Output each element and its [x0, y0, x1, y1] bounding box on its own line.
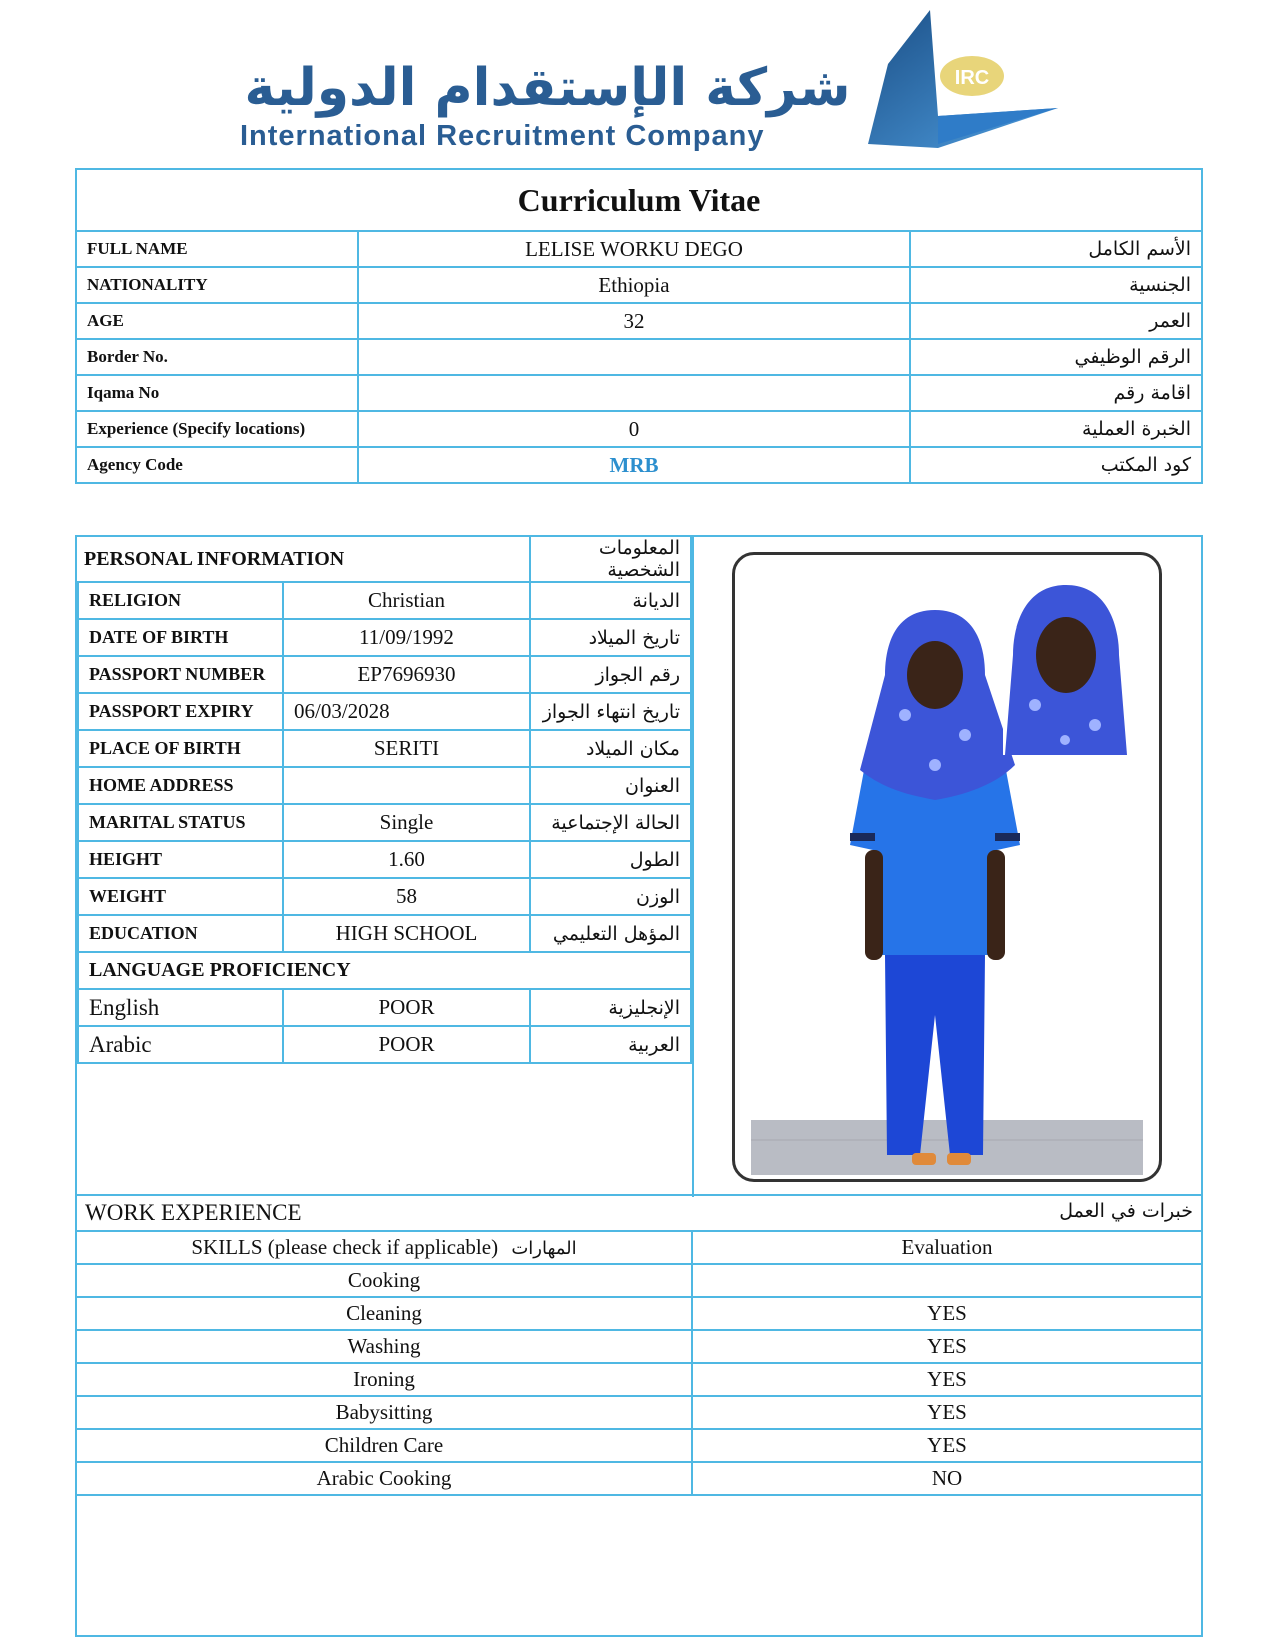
work-experience-row	[76, 1195, 1202, 1231]
skill-evaluation	[692, 1264, 1202, 1297]
candidate-photo-frame	[732, 552, 1162, 1182]
skill-name: Arabic Cooking	[76, 1462, 692, 1495]
table-row	[76, 267, 1202, 303]
table-row	[76, 1363, 1202, 1396]
field-label: Experience (Specify locations)	[76, 411, 358, 447]
work-experience-label-arabic: خبرات في العمل	[1059, 1200, 1193, 1222]
field-label: Agency Code	[76, 447, 358, 483]
skill-evaluation: YES	[692, 1363, 1202, 1396]
language-label-arabic: الإنجليزية	[530, 989, 691, 1026]
field-label-arabic: العمر	[910, 303, 1202, 339]
field-label: MARITAL STATUS	[78, 804, 283, 841]
language-label: English	[78, 989, 283, 1026]
field-label-arabic: مكان الميلاد	[530, 730, 691, 767]
table-row	[78, 1026, 691, 1063]
table-row	[76, 1462, 1202, 1495]
skills-heading-label-arabic: المهارات	[511, 1238, 577, 1259]
candidate-photo	[735, 555, 1159, 1179]
table-row	[76, 1264, 1202, 1297]
field-label-arabic: الأسم الكامل	[910, 231, 1202, 267]
table-row	[76, 303, 1202, 339]
personal-info-table	[77, 537, 692, 1064]
company-name-arabic: شركة الإستقدام الدولية	[244, 58, 851, 118]
field-label: EDUCATION	[78, 915, 283, 952]
field-label-arabic: العنوان	[530, 767, 691, 804]
field-label-arabic: كود المكتب	[910, 447, 1202, 483]
table-row	[76, 447, 1202, 483]
field-label: Iqama No	[76, 375, 358, 411]
field-label-arabic: الديانة	[530, 582, 691, 619]
field-label: HEIGHT	[78, 841, 283, 878]
cv-summary-table	[75, 168, 1203, 484]
agency-code-value: MRB	[358, 447, 910, 483]
company-name-english: International Recruitment Company	[240, 120, 765, 152]
height-value: 1.60	[283, 841, 530, 878]
field-label-arabic: المؤهل التعليمي	[530, 915, 691, 952]
english-level-value: POOR	[283, 989, 530, 1026]
table-row	[76, 231, 1202, 267]
table-row	[78, 804, 691, 841]
field-label-arabic: الجنسية	[910, 267, 1202, 303]
place-of-birth-value: SERITI	[283, 730, 530, 767]
arabic-level-value: POOR	[283, 1026, 530, 1063]
field-label-arabic: تاريخ انتهاء الجواز	[530, 693, 691, 730]
field-label: RELIGION	[78, 582, 283, 619]
table-row	[78, 693, 691, 730]
marital-status-value: Single	[283, 804, 530, 841]
field-label-arabic: الرقم الوظيفي	[910, 339, 1202, 375]
skill-name: Cooking	[76, 1264, 692, 1297]
full-body-figure	[850, 610, 1020, 1165]
table-row	[78, 730, 691, 767]
passport-expiry-value: 06/03/2028	[283, 693, 530, 730]
evaluation-heading: Evaluation	[692, 1231, 1202, 1264]
home-address-value	[283, 767, 530, 804]
language-label-arabic: العربية	[530, 1026, 691, 1063]
skill-evaluation: YES	[692, 1396, 1202, 1429]
personal-info-heading-arabic: المعلومات الشخصية	[530, 537, 691, 582]
table-row	[76, 1429, 1202, 1462]
field-label-arabic: الخبرة العملية	[910, 411, 1202, 447]
table-row	[76, 1297, 1202, 1330]
border-number-value	[358, 339, 910, 375]
skill-name: Washing	[76, 1330, 692, 1363]
table-row	[78, 767, 691, 804]
skills-heading-label: SKILLS (please check if applicable)	[191, 1235, 499, 1259]
field-label: WEIGHT	[78, 878, 283, 915]
work-experience-label: WORK EXPERIENCE	[85, 1200, 302, 1225]
table-row	[78, 915, 691, 952]
experience-value: 0	[358, 411, 910, 447]
table-row	[78, 989, 691, 1026]
irc-emblem-icon	[868, 4, 1098, 154]
company-logo	[240, 0, 1100, 160]
skill-evaluation: YES	[692, 1297, 1202, 1330]
field-label-arabic: تاريخ الميلاد	[530, 619, 691, 656]
skills-heading	[76, 1231, 692, 1264]
field-label-arabic: الوزن	[530, 878, 691, 915]
table-row	[78, 619, 691, 656]
skill-name: Children Care	[76, 1429, 692, 1462]
field-label: NATIONALITY	[76, 267, 358, 303]
work-experience-heading	[76, 1195, 1202, 1231]
skill-evaluation: NO	[692, 1462, 1202, 1495]
skill-name: Cleaning	[76, 1297, 692, 1330]
personal-info-heading: PERSONAL INFORMATION	[78, 537, 530, 582]
skill-name: Babysitting	[76, 1396, 692, 1429]
language-proficiency-heading: LANGUAGE PROFICIENCY	[78, 952, 691, 989]
section-header	[78, 952, 691, 989]
headshot-photo	[1003, 575, 1129, 755]
language-label: Arabic	[78, 1026, 283, 1063]
table-row	[78, 656, 691, 693]
table-row	[78, 582, 691, 619]
age-value: 32	[358, 303, 910, 339]
nationality-value: Ethiopia	[358, 267, 910, 303]
section-header	[78, 537, 691, 582]
table-row	[78, 841, 691, 878]
skill-evaluation: YES	[692, 1330, 1202, 1363]
skill-name: Ironing	[76, 1363, 692, 1396]
skills-table	[75, 1194, 1203, 1496]
iqama-number-value	[358, 375, 910, 411]
field-label: FULL NAME	[76, 231, 358, 267]
page-title: Curriculum Vitae	[76, 169, 1202, 231]
full-name-value: LELISE WORKU DEGO	[358, 231, 910, 267]
field-label-arabic: الطول	[530, 841, 691, 878]
field-label-arabic: رقم الجواز	[530, 656, 691, 693]
weight-value: 58	[283, 878, 530, 915]
table-row	[76, 411, 1202, 447]
table-row	[76, 339, 1202, 375]
table-row	[76, 1330, 1202, 1363]
skill-evaluation: YES	[692, 1429, 1202, 1462]
field-label: PLACE OF BIRTH	[78, 730, 283, 767]
field-label: HOME ADDRESS	[78, 767, 283, 804]
field-label-arabic: الحالة الإجتماعية	[530, 804, 691, 841]
education-value: HIGH SCHOOL	[283, 915, 530, 952]
field-label: PASSPORT EXPIRY	[78, 693, 283, 730]
field-label-arabic: اقامة رقم	[910, 375, 1202, 411]
personal-info-panel	[75, 535, 1203, 1637]
religion-value: Christian	[283, 582, 530, 619]
logo-badge-text: IRC	[954, 67, 990, 89]
field-label: DATE OF BIRTH	[78, 619, 283, 656]
field-label: Border No.	[76, 339, 358, 375]
panel-divider	[692, 537, 694, 1197]
table-header-row	[76, 1231, 1202, 1264]
table-row	[76, 1396, 1202, 1429]
passport-number-value: EP7696930	[283, 656, 530, 693]
table-row	[78, 878, 691, 915]
date-of-birth-value: 11/09/1992	[283, 619, 530, 656]
table-row	[76, 375, 1202, 411]
field-label: PASSPORT NUMBER	[78, 656, 283, 693]
field-label: AGE	[76, 303, 358, 339]
